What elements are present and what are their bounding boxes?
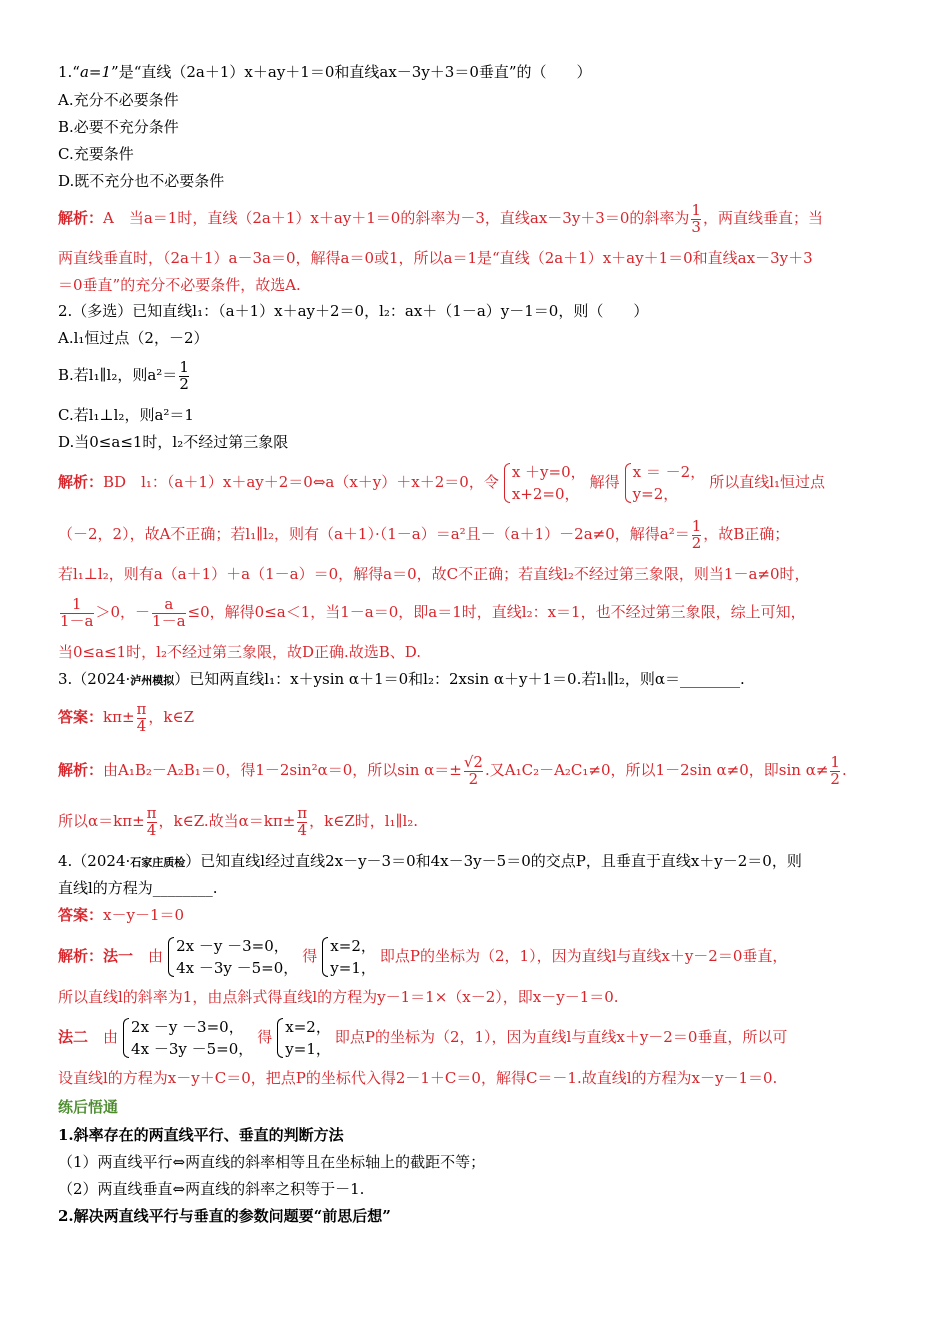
summary-heading-1: 1.斜率存在的两直线平行、垂直的判断方法 bbox=[58, 1126, 344, 1144]
q4-method2-line1: 法二 由 2x －y －3=0， 4x －3y －5=0， 得 x=2， y=1， 即点P的坐标为（2，1），因为直线l与直线x＋y－2＝0垂直，所以可 bbox=[58, 1018, 788, 1058]
q2-jiexi-line2: （－2，2），故A不正确；若l₁∥l₂，则有（a＋1）·（1－a）＝a²且－（a＋1）－2a≠0，解得a²＝ $\frac{1}{2}$ ，故B正确； bbox=[58, 516, 790, 552]
q4-stem: 4.（2024·石家庄质检）已知直线l经过直线2x－y－3＝0和4x－3y－5＝0的交点P，且垂直于直线x＋y－2＝0，则 bbox=[58, 852, 802, 870]
q4-stem-line2: 直线l的方程为________. bbox=[58, 879, 218, 897]
q1-jiexi-line1: 解析：A 当a＝1时，直线（2a＋1）x＋ay＋1＝0的斜率为－3，直线ax－3y＋3＝0的斜率为 $\frac{1}{3}$ ，两直线垂直；当 bbox=[58, 200, 823, 236]
equation-system: x ＝ －2， y=2， bbox=[624, 461, 706, 505]
q4-method2-line2: 设直线l的方程为x－y＋C＝0，把点P的坐标代入得2－1＋C＝0，解得C＝－1.故直线l的方程为x－y－1＝0. bbox=[58, 1069, 778, 1087]
q2-stem: 2.（多选）已知直线l₁：（a＋1）x＋ay＋2＝0，l₂：ax＋（1－a）y－1＝0，则（ ） bbox=[58, 302, 649, 320]
q2-option-d: D.当0≤a≤1时，l₂不经过第三象限 bbox=[58, 433, 289, 451]
fraction: $\frac{1}{2}$ bbox=[179, 357, 189, 393]
fraction: $\frac{\pi}{4}$ bbox=[136, 699, 147, 735]
q2-jiexi-line3: 若l₁⊥l₂，则有a（a＋1）＋a（1－a）＝0，解得a＝0，故C不正确；若直线l₂不经过第三象限，则当1－a≠0时， bbox=[58, 565, 810, 583]
fraction: $\frac{1}{1-a}$ bbox=[60, 594, 94, 630]
q2-jiexi-line5: 当0≤a≤1时，l₂不经过第三象限，故D正确.故选B、D. bbox=[58, 643, 422, 661]
summary-point-1: （1）两直线平行⇔两直线的斜率相等且在坐标轴上的截距不等； bbox=[58, 1153, 486, 1171]
q1-jiexi-line2: 两直线垂直时，（2a＋1）a－3a＝0，解得a＝0或1，所以a＝1是“直线（2a＋1）x＋ay＋1＝0和直线ax－3y＋3 bbox=[58, 249, 813, 267]
fraction: $\frac{\pi}{4}$ bbox=[146, 803, 157, 839]
equation-system: 2x －y －3=0， 4x －3y －5=0， bbox=[122, 1016, 253, 1060]
q2-jiexi-line4: $\frac{1}{1-a}$ ＞0，－ $\frac{a}{1-a}$ ≤0，解得0≤a＜1，当1－a＝0，即a＝1时，直线l₂：x＝1，也不经过第三象限，综上可知， bbox=[60, 594, 806, 630]
q3-jiexi-line2: 所以α＝kπ± $\frac{\pi}{4}$ ，k∈Z.故当α＝kπ± $\frac{\pi}{4}$ ，k∈Z时，l₁∥l₂. bbox=[58, 803, 419, 839]
q2-option-a: A.l₁恒过点（2，－2） bbox=[58, 329, 209, 347]
q4-method1-line1: 解析：法一 由 2x －y －3=0， 4x －3y －5=0， 得 x=2， y=1， 即点P的坐标为（2，1），因为直线l与直线x＋y－2＝0垂直， bbox=[58, 937, 788, 977]
q2-option-b: B.若l₁∥l₂，则a²＝ $\frac{1}{2}$ bbox=[58, 357, 189, 393]
summary-heading-2: 2.解决两直线平行与垂直的参数问题要“前思后想” bbox=[58, 1207, 391, 1225]
q3-stem: 3.（2024·泸州模拟）已知两直线l₁：x＋ysin α＋1＝0和l₂：2xsin α＋y＋1＝0.若l₁∥l₂，则α＝________. bbox=[58, 670, 745, 688]
summary-title: 练后悟通 bbox=[58, 1098, 119, 1116]
q1-option-c: C.充要条件 bbox=[58, 145, 134, 163]
q4-answer: 答案：x－y－1＝0 bbox=[58, 906, 185, 924]
fraction: $\frac{1}{3}$ bbox=[691, 200, 701, 236]
equation-system: x=2， y=1， bbox=[321, 935, 376, 979]
q1-option-d: D.既不充分也不必要条件 bbox=[58, 172, 225, 190]
q1-option-b: B.必要不充分条件 bbox=[58, 118, 179, 136]
fraction: $\frac{a}{1-a}$ bbox=[152, 594, 186, 630]
q3-jiexi-line1: 解析：由A₁B₂－A₂B₁＝0，得1－2sin²α＝0，所以sin α＝± $\frac{√2}{2}$ .又A₁C₂－A₂C₁≠0，所以1－2sin α≠0，即sin α≠ $\frac{1}{2}$ . bbox=[58, 752, 847, 788]
fraction: $\frac{√2}{2}$ bbox=[463, 752, 483, 788]
q1-jiexi-line3: ＝0垂直”的充分不必要条件，故选A. bbox=[58, 276, 301, 294]
q2-option-c: C.若l₁⊥l₂，则a²＝1 bbox=[58, 406, 194, 424]
q3-answer: 答案：kπ± $\frac{\pi}{4}$ ，k∈Z bbox=[58, 699, 195, 735]
q2-jiexi-line1: 解析：BD l₁：（a＋1）x＋ay＋2＝0⇔a（x＋y）＋x＋2＝0，令 x ＋y=0， x+2=0， 解得 x ＝ －2， y=2， 所以直线l₁恒过点 bbox=[58, 463, 826, 503]
equation-system: x=2， y=1， bbox=[276, 1016, 331, 1060]
equation-system: 2x －y －3=0， 4x －3y －5=0， bbox=[167, 935, 298, 979]
q4-method1-line2: 所以直线l的斜率为1，由点斜式得直线l的方程为y－1＝1×（x－2），即x－y－1＝0. bbox=[58, 988, 619, 1006]
fraction: $\frac{\pi}{4}$ bbox=[297, 803, 308, 839]
summary-point-2: （2）两直线垂直⇔两直线的斜率之积等于－1. bbox=[58, 1180, 365, 1198]
fraction: $\frac{1}{2}$ bbox=[691, 516, 702, 552]
q1-option-a: A.充分不必要条件 bbox=[58, 91, 179, 109]
fraction: $\frac{1}{2}$ bbox=[830, 752, 840, 788]
equation-system: x ＋y=0， x+2=0， bbox=[503, 461, 586, 505]
q1-stem: 1.“a=1”是“直线（2a＋1）x＋ay＋1＝0和直线ax－3y＋3＝0垂直”的（ ） bbox=[58, 63, 592, 81]
